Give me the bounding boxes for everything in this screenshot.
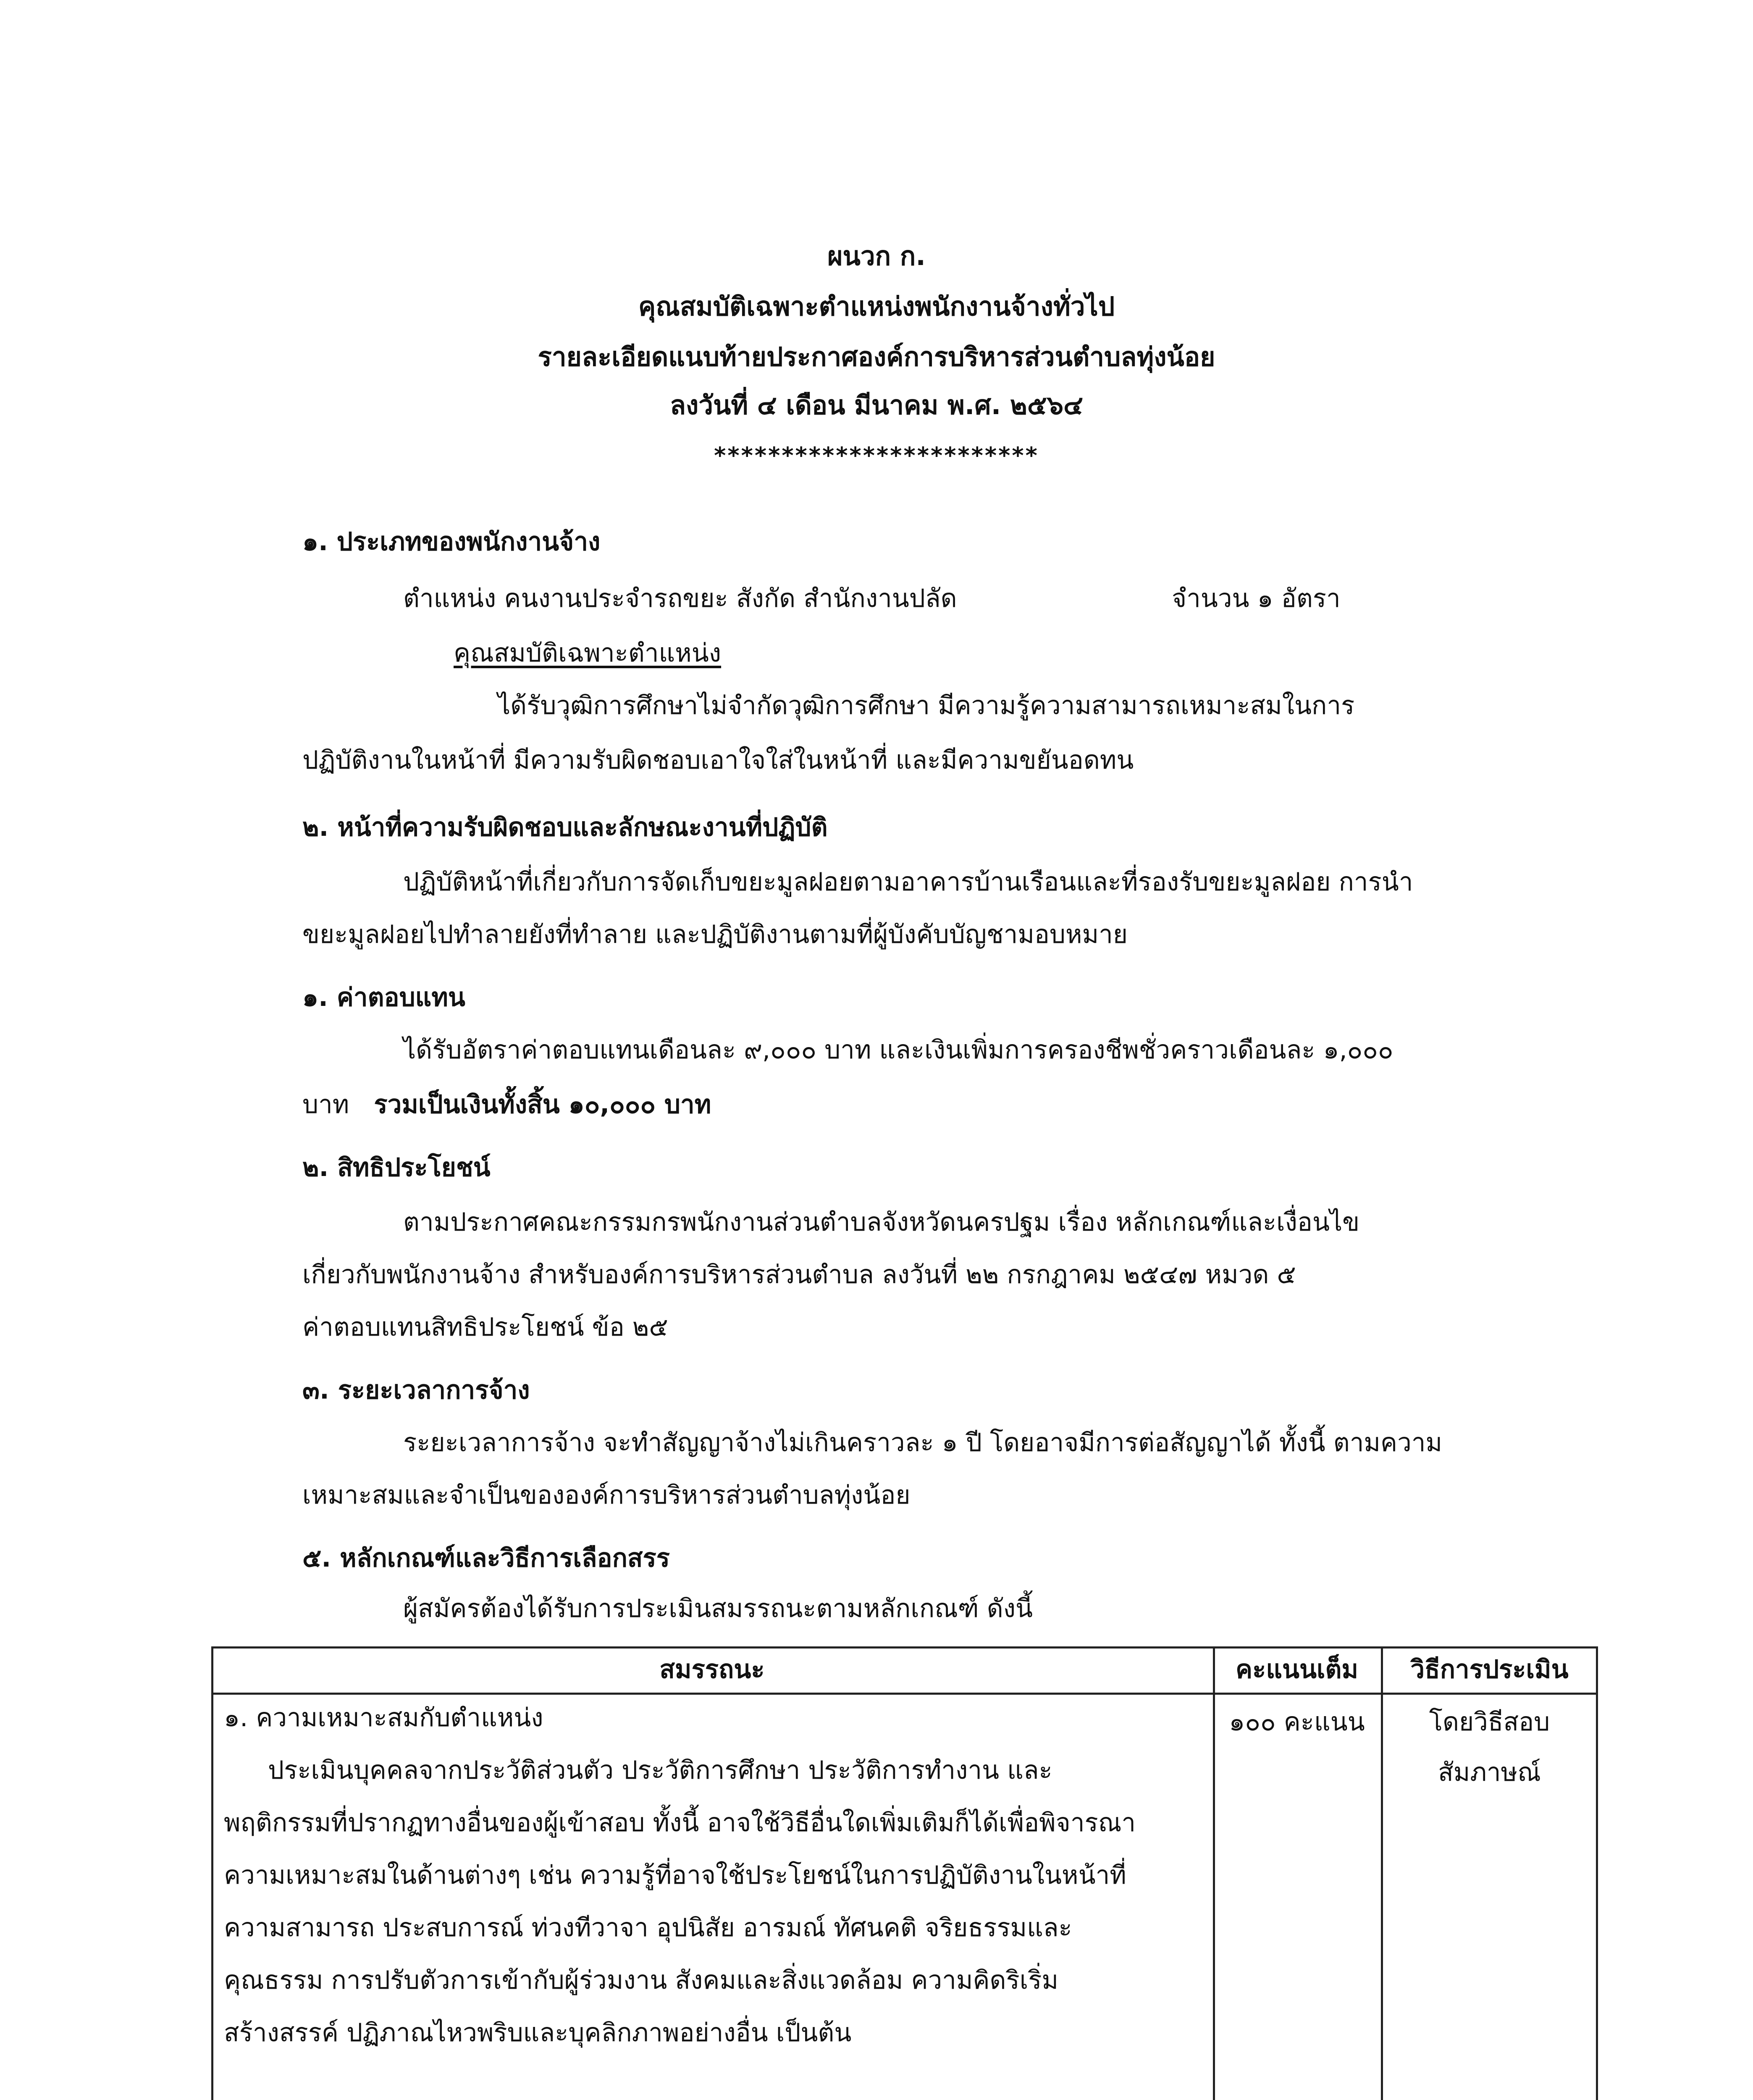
compensation-line <box>302 1084 711 1126</box>
compensation-currency: บาท <box>302 1090 349 1119</box>
benefits-line: ตามประกาศคณะกรรมกรพนักงานส่วนตำบลจังหวัดนครปฐม เรื่อง หลักเกณฑ์และเงื่อนไข <box>403 1208 1360 1237</box>
column-header-score: คะแนนเต็ม <box>1235 1655 1359 1684</box>
document-subtitle: รายละเอียดแนบท้ายประกาศองค์การบริหารส่วนตำบลทุ่งน้อย <box>538 341 1215 372</box>
compensation-line: ได้รับอัตราค่าตอบแทนเดือนละ ๙,๐๐๐ บาท และเงินเพิ่มการครองชีพชั่วคราวเดือนละ ๑,๐๐๐ <box>403 1035 1393 1065</box>
column-header-competency: สมรรถนะ <box>659 1655 765 1684</box>
annex-label: ผนวก ก. <box>827 241 926 271</box>
position-line: ตำแหน่ง คนงานประจำรถขยะ สังกัด สำนักงานปลัด <box>403 584 957 613</box>
qualification-heading: คุณสมบัติเฉพาะตำแหน่ง <box>454 638 722 668</box>
section-heading-duties: ๒. หน้าที่ความรับผิดชอบและลักษณะงานที่ปฏิบัติ <box>302 813 828 842</box>
document-title: คุณสมบัติเฉพาะตำแหน่งพนักงานจ้างทั่วไป <box>638 291 1115 322</box>
duties-line: ขยะมูลฝอยไปทำลายยังที่ทำลาย และปฏิบัติงานตามที่ผู้บังคับบัญชามอบหมาย <box>302 920 1128 949</box>
compensation-total: รวมเป็นเงินทั้งสิ้น ๑๐,๐๐๐ บาท <box>374 1090 711 1119</box>
qualification-line: ได้รับวุฒิการศึกษาไม่จำกัดวุฒิการศึกษา มีความรู้ความสามารถเหมาะสมในการ <box>498 691 1355 720</box>
selection-criteria-line: ผู้สมัครต้องได้รับการประเมินสมรรถนะตามหลักเกณฑ์ ดังนี้ <box>403 1594 1033 1623</box>
section-heading-selection-criteria: ๕. หลักเกณฑ์และวิธีการเลือกสรร <box>302 1544 670 1573</box>
method-line: โดยวิธีสอบ <box>1429 1707 1550 1737</box>
section-heading-benefits: ๒. สิทธิประโยชน์ <box>302 1153 491 1182</box>
duties-line: ปฏิบัติหน้าที่เกี่ยวกับการจัดเก็บขยะมูลฝอยตามอาคารบ้านเรือนและที่รองรับขยะมูลฝอย การนำ <box>403 867 1413 897</box>
column-header-method: วิธีการประเมิน <box>1410 1655 1569 1684</box>
employment-period-line: เหมาะสมและจำเป็นขององค์การบริหารส่วนตำบลทุ่งน้อย <box>302 1480 911 1510</box>
method-line: สัมภาษณ์ <box>1438 1758 1541 1787</box>
competency-description-line: สร้างสรรค์ ปฏิภาณไหวพริบและบุคลิกภาพอย่างอื่น เป็นต้น <box>224 2018 852 2048</box>
competency-score: ๑๐๐ คะแนน <box>1229 1707 1365 1737</box>
section-heading-compensation: ๑. ค่าตอบแทน <box>302 983 465 1012</box>
competency-description-line: พฤติกรรมที่ปรากฏทางอื่นของผู้เข้าสอบ ทั้งนี้ อาจใช้วิธีอื่นใดเพิ่มเติมก็ได้เพื่อพิจารณา <box>224 1808 1136 1838</box>
competency-table <box>211 1646 1598 2100</box>
competency-title: ๑. ความเหมาะสมกับตำแหน่ง <box>224 1703 543 1732</box>
employment-period-line: ระยะเวลาการจ้าง จะทำสัญญาจ้างไม่เกินคราวละ ๑ ปี โดยอาจมีการต่อสัญญาได้ ทั้งนี้ ตามความ <box>403 1428 1443 1457</box>
competency-description-line: ความสามารถ ประสบการณ์ ท่วงทีวาจา อุปนิสัย อารมณ์ ทัศนคติ จริยธรรมและ <box>224 1913 1072 1942</box>
section-heading-employee-type: ๑. ประเภทของพนักงานจ้าง <box>302 527 601 556</box>
section-heading-employment-period: ๓. ระยะเวลาการจ้าง <box>302 1376 530 1405</box>
competency-description-line: ความเหมาะสมในด้านต่างๆ เช่น ความรู้ที่อาจใช้ประโยชน์ในการปฏิบัติงานในหน้าที่ <box>224 1861 1126 1890</box>
competency-description-line: คุณธรรม การปรับตัวการเข้ากับผู้ร่วมงาน สังคมและสิ่งแวดล้อม ความคิดริเริ่ม <box>224 1966 1059 1995</box>
document-date: ลงวันที่ ๔ เดือน มีนาคม พ.ศ. ๒๕๖๔ <box>669 390 1084 420</box>
benefits-line: เกี่ยวกับพนักงานจ้าง สำหรับองค์การบริหารส่วนตำบล ลงวันที่ ๒๒ กรกฎาคม ๒๕๔๗ หมวด ๕ <box>302 1260 1296 1289</box>
benefits-line: ค่าตอบแทนสิทธิประโยชน์ ข้อ ๒๕ <box>302 1312 668 1342</box>
qualification-line: ปฏิบัติงานในหน้าที่ มีความรับผิดชอบเอาใจใส่ในหน้าที่ และมีความขยันอดทน <box>302 746 1134 775</box>
quota-text: จำนวน ๑ อัตรา <box>1172 584 1341 613</box>
competency-description-line: ประเมินบุคคลจากประวัติส่วนตัว ประวัติการศึกษา ประวัติการทำงาน และ <box>268 1756 1052 1785</box>
divider-stars: ************************ <box>714 442 1039 469</box>
